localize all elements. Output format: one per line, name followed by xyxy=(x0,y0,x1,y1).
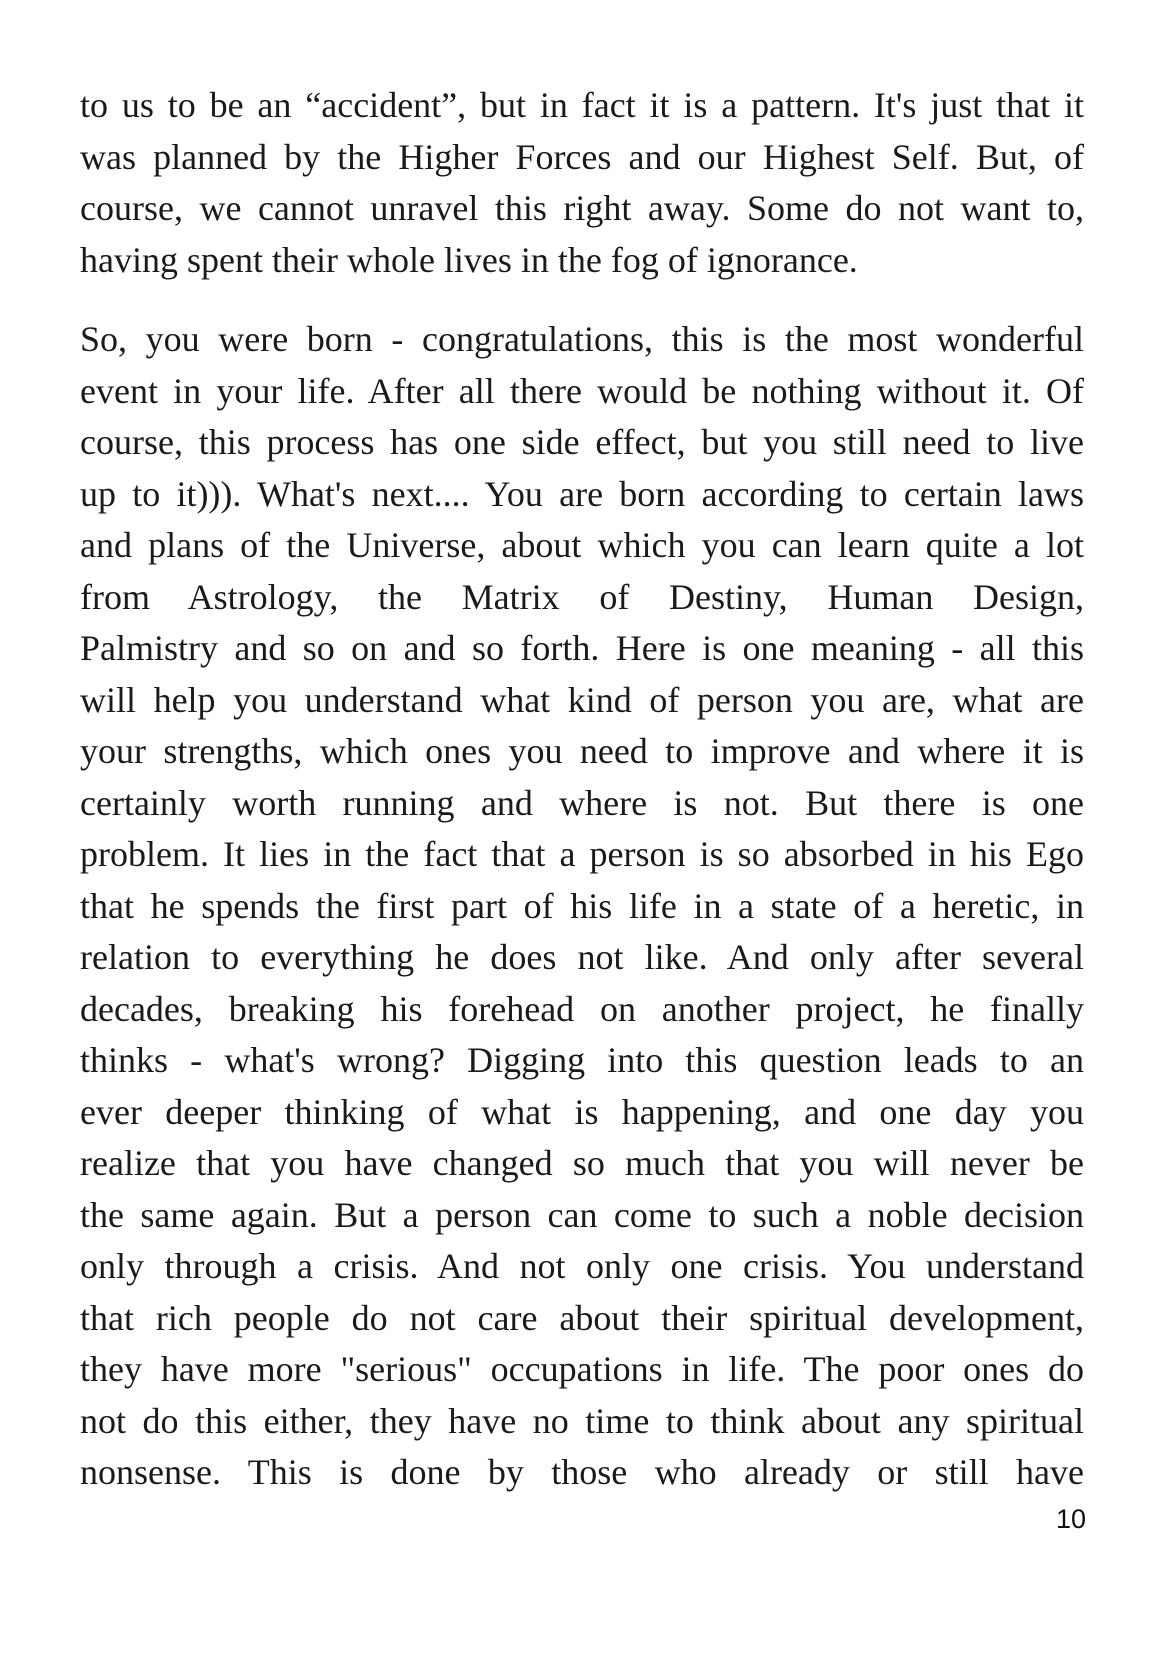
paragraph-1 xyxy=(80,80,1084,286)
text-line: only through a crisis. And not only one crisis. You understand xyxy=(80,1246,1084,1286)
text-line: was planned by the Higher Forces and our Highest Self. But, of xyxy=(80,136,1084,177)
text-line: relation to everything he does not like. And only after several xyxy=(80,937,1084,977)
text-line: nonsense. This is done by those who already or still have xyxy=(80,1452,1084,1492)
text-line: thinks - what's wrong? Digging into this question leads to an xyxy=(80,1040,1084,1080)
text-line: decades, breaking his forehead on another project, he finally xyxy=(80,988,1084,1029)
text-line: the same again. But a person can come to such a noble decision xyxy=(80,1194,1084,1235)
text-line: Palmistry and so on and so forth. Here is one meaning - all this xyxy=(80,628,1084,668)
text-line: realize that you have changed so much that you will never be xyxy=(80,1143,1084,1183)
text-line: that he spends the first part of his life in a state of a heretic, in xyxy=(80,885,1084,926)
text-line: So, you were born - congratulations, this is the most wonderful xyxy=(80,319,1084,359)
text-line: your strengths, which ones you need to improve and where it is xyxy=(80,731,1084,771)
paragraph-2 xyxy=(80,314,1084,1499)
text-line: up to it))). What's next.... You are born according to certain laws xyxy=(80,473,1084,514)
text-line: they have more "serious" occupations in life. The poor ones do xyxy=(80,1349,1084,1389)
text-line: course, this process has one side effect, but you still need to live xyxy=(80,422,1084,462)
text-line: will help you understand what kind of person you are, what are xyxy=(80,679,1084,720)
text-line: course, we cannot unravel this right away. Some do not want to, xyxy=(80,188,1084,228)
page-number: 10 xyxy=(1055,1504,1086,1534)
text-line: and plans of the Universe, about which you can learn quite a lot xyxy=(80,525,1084,565)
text-line: problem. It lies in the fact that a person is so absorbed in his Ego xyxy=(80,834,1084,874)
text-line: from Astrology, the Matrix of Destiny, Human Design, xyxy=(80,576,1084,617)
text-line: having spent their whole lives in the fog of ignorance. xyxy=(80,239,858,280)
text-line: ever deeper thinking of what is happening, and one day you xyxy=(80,1091,1084,1132)
text-line: event in your life. After all there would be nothing without it. Of xyxy=(80,370,1084,411)
text-line: certainly worth running and where is not. But there is one xyxy=(80,782,1084,823)
text-line: to us to be an “accident”, but in fact it is a pattern. It's just that it xyxy=(80,85,1084,125)
text-line: not do this either, they have no time to think about any spiritual xyxy=(80,1400,1084,1441)
text-line: that rich people do not care about their spiritual development, xyxy=(80,1297,1084,1338)
